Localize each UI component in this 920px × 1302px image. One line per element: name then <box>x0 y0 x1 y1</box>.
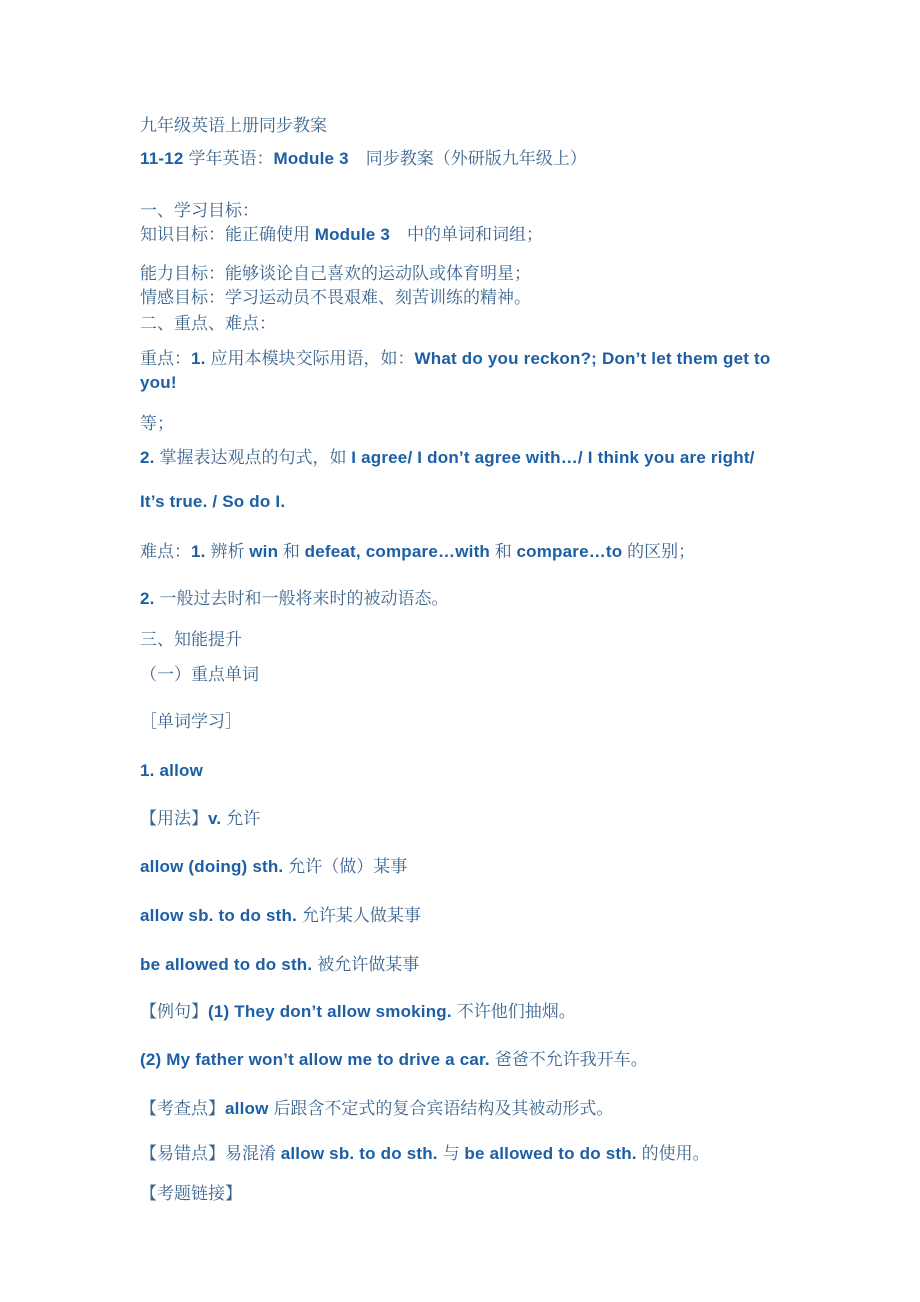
text-run-en: allow (doing) sth. <box>140 857 289 876</box>
paragraph-8 <box>140 347 800 395</box>
text-run-zh: 被允许做某事 <box>317 955 420 974</box>
text-run-en: 1. <box>191 542 211 561</box>
paragraph-11 <box>140 490 800 514</box>
text-run-en: (1) They don’t allow smoking. <box>208 1002 457 1021</box>
text-run-en: What do you reckon?; Don’t let them get to you! <box>140 349 771 392</box>
text-run-en: 11-12 <box>140 149 189 168</box>
text-run-zh: 【易错点】易混淆 <box>140 1144 281 1163</box>
text-run-en: allow sb. to do sth. <box>280 1144 443 1163</box>
text-run-en: be allowed to do sth. <box>464 1144 642 1163</box>
text-run-zh: 等； <box>140 414 174 433</box>
paragraph-3 <box>140 199 800 223</box>
paragraph-25 <box>140 1142 800 1166</box>
paragraph-21 <box>140 953 800 977</box>
text-run-zh: 三、知能提升 <box>140 630 242 649</box>
paragraph-17 <box>140 759 800 783</box>
text-run-en: 1. allow <box>140 761 204 780</box>
text-run-en: v. <box>208 809 227 828</box>
text-run-zh: 【考题链接】 <box>140 1184 242 1203</box>
text-run-en: I agree/ I don’t agree with…/ I think you are right/ <box>351 448 755 467</box>
text-run-zh: 难点： <box>140 542 191 561</box>
text-run-zh: 一、学习目标： <box>140 201 259 220</box>
text-run-en: win <box>249 542 279 561</box>
text-run-en: compare…to <box>516 542 623 561</box>
text-run-zh: （一）重点单词 <box>140 665 259 684</box>
text-run-zh: 和 <box>278 542 305 561</box>
text-run-zh: 和 <box>490 542 517 561</box>
paragraph-19 <box>140 855 800 879</box>
paragraph-13 <box>140 587 800 611</box>
text-run-en: Module 3 <box>273 149 349 168</box>
text-run-zh: 二、重点、难点： <box>140 314 276 333</box>
paragraph-2 <box>140 147 800 171</box>
paragraph-5 <box>140 262 800 286</box>
text-run-zh: 【考查点】 <box>140 1099 225 1118</box>
text-run-zh: 重点： <box>140 349 191 368</box>
text-run-zh: 爸爸不允许我开车。 <box>494 1050 648 1069</box>
text-run-en: (2) My father won’t allow me to drive a car. <box>140 1050 495 1069</box>
text-run-zh: 掌握表达观点的句式，如 <box>159 448 352 467</box>
text-run-zh: 情感目标：学习运动员不畏艰难、刻苦训练的精神。 <box>140 288 531 307</box>
paragraph-15 <box>140 663 800 687</box>
text-run-en: It’s true. / So do I. <box>140 492 286 511</box>
text-run-en: defeat, compare…with <box>304 542 491 561</box>
paragraph-7 <box>140 312 800 336</box>
paragraph-12 <box>140 540 800 564</box>
paragraph-14 <box>140 628 800 652</box>
text-run-zh: 允许（做）某事 <box>288 857 408 876</box>
text-run-en: be allowed to do sth. <box>140 955 318 974</box>
paragraph-20 <box>140 904 800 928</box>
paragraph-6 <box>140 286 800 310</box>
paragraph-18 <box>140 807 800 831</box>
text-run-zh: 一般过去时和一般将来时的被动语态。 <box>159 589 449 608</box>
text-run-zh: 应用本模块交际用语，如： <box>210 349 415 368</box>
paragraph-16 <box>140 710 800 734</box>
text-run-zh: 【例句】 <box>140 1002 208 1021</box>
paragraph-22 <box>140 1000 800 1024</box>
paragraph-4 <box>140 223 800 247</box>
text-run-zh: 不许他们抽烟。 <box>456 1002 576 1021</box>
text-run-en: Module 3 <box>314 225 391 244</box>
text-run-en: 2. <box>140 589 160 608</box>
text-run-zh: 知识目标：能正确使用 <box>140 225 315 244</box>
text-run-zh: 中的单词和词组； <box>390 225 544 244</box>
text-run-zh: 的区别； <box>622 542 696 561</box>
text-run-en: allow <box>225 1099 274 1118</box>
text-run-zh: ［单词学习］ <box>140 712 242 731</box>
paragraph-9 <box>140 412 800 436</box>
text-run-en: 2. <box>140 448 160 467</box>
text-run-zh: 与 <box>442 1144 465 1163</box>
text-run-zh: 的使用。 <box>641 1144 710 1163</box>
text-run-en: 1. <box>191 349 211 368</box>
text-run-zh: 九年级英语上册同步教案 <box>140 116 327 135</box>
text-run-en: allow sb. to do sth. <box>140 906 302 925</box>
text-run-zh: 允许某人做某事 <box>301 906 421 925</box>
paragraph-10 <box>140 446 800 470</box>
text-run-zh: 辨析 <box>210 542 250 561</box>
paragraph-23 <box>140 1048 800 1072</box>
paragraph-24 <box>140 1097 800 1121</box>
text-run-zh: 允许 <box>226 809 261 828</box>
paragraph-1 <box>140 114 800 138</box>
text-run-zh: 同步教案（外研版九年级上） <box>348 149 587 168</box>
text-run-zh: 能力目标：能够谈论自己喜欢的运动队或体育明星； <box>140 264 531 283</box>
text-run-zh: 【用法】 <box>140 809 208 828</box>
text-run-zh: 后跟含不定式的复合宾语结构及其被动形式。 <box>273 1099 614 1118</box>
text-run-zh: 学年英语： <box>188 149 274 168</box>
paragraph-26 <box>140 1182 800 1206</box>
